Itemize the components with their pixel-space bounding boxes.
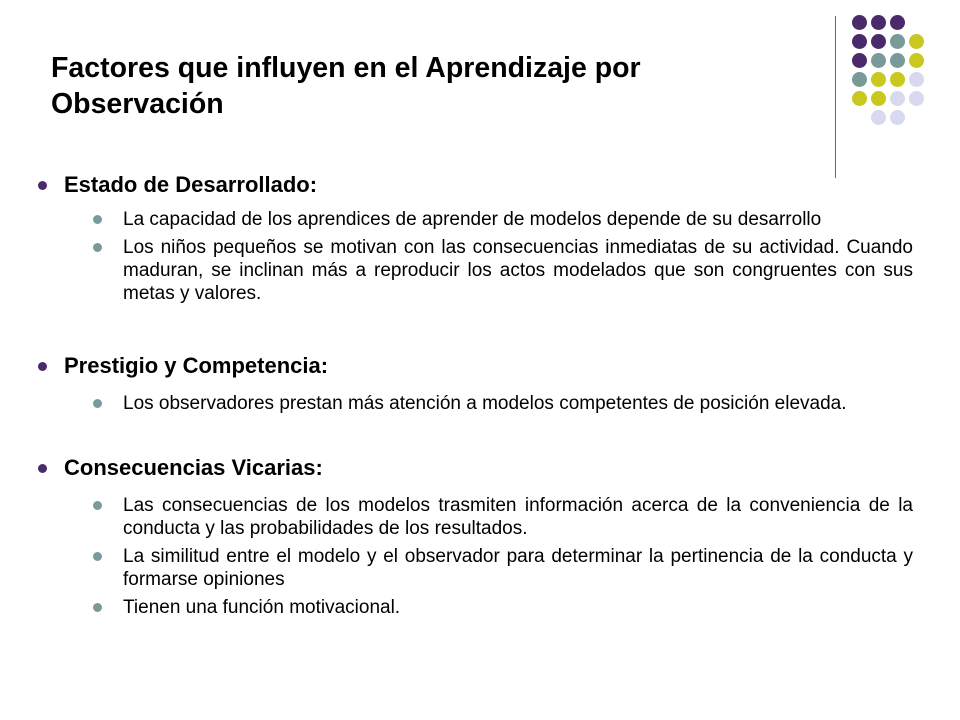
- list-item-text: Los observadores prestan más atención a modelos competentes de posición elevada.: [123, 393, 847, 414]
- decorative-dot-icon: [890, 15, 905, 30]
- section-heading: [38, 454, 918, 482]
- decorative-vertical-line: [835, 16, 836, 178]
- list-item: [38, 208, 913, 231]
- decorative-dot-icon: [890, 34, 905, 49]
- decorative-dot-icon: [852, 72, 867, 87]
- slide-title: Factores que influyen en el Aprendizaje por Observación: [51, 52, 641, 120]
- bullet-icon: [93, 215, 102, 224]
- list-item: [38, 596, 913, 619]
- decorative-dot-icon: [890, 72, 905, 87]
- decorative-dot-icon: [890, 110, 905, 125]
- bullet-icon: [38, 362, 47, 371]
- list-item-text: La capacidad de los aprendices de aprender de modelos depende de su desarrollo: [123, 209, 822, 230]
- section-heading: [38, 171, 918, 199]
- list-item-text: Tienen una función motivacional.: [123, 597, 401, 618]
- section-estado-desarrollo: [38, 171, 918, 310]
- decorative-dot-icon: [871, 53, 886, 68]
- bullet-icon: [38, 464, 47, 473]
- decorative-dot-icon: [871, 15, 886, 30]
- decorative-dot-icon: [890, 53, 905, 68]
- bullet-icon: [38, 181, 47, 190]
- bullet-icon: [93, 552, 102, 561]
- decorative-dot-icon: [852, 34, 867, 49]
- list-item-text: Los niños pequeños se motivan con las consecuencias inmediatas de su actividad. Cuando maduran, se inclinan más a reproducir los actos modelados que son congruentes con sus metas y valores.: [123, 237, 913, 304]
- list-item: [38, 545, 913, 591]
- decorative-dot-icon: [871, 91, 886, 106]
- sub-bullet-list: [38, 208, 918, 305]
- section-heading-text: Prestigio y Competencia:: [64, 353, 329, 378]
- bullet-icon: [93, 243, 102, 252]
- list-item: [38, 494, 913, 540]
- list-item-text: La similitud entre el modelo y el observador para determinar la pertinencia de la conducta y formarse opiniones: [123, 546, 913, 590]
- decorative-dot-icon: [890, 91, 905, 106]
- decorative-dot-icon: [909, 34, 924, 49]
- section-heading-text: Estado de Desarrollado:: [64, 172, 318, 197]
- bullet-icon: [93, 603, 102, 612]
- bullet-icon: [93, 399, 102, 408]
- decorative-dot-icon: [852, 15, 867, 30]
- section-heading: [38, 352, 918, 380]
- sub-bullet-list: [38, 392, 918, 415]
- section-prestigio-competencia: [38, 352, 918, 420]
- section-heading-text: Consecuencias Vicarias:: [64, 455, 323, 480]
- list-item: [38, 392, 913, 415]
- decorative-dot-icon: [909, 91, 924, 106]
- sub-bullet-list: [38, 494, 918, 619]
- section-consecuencias-vicarias: [38, 454, 918, 624]
- decorative-dot-icon: [909, 72, 924, 87]
- list-item: [38, 236, 913, 305]
- decorative-dot-icon: [871, 34, 886, 49]
- decorative-dot-icon: [852, 53, 867, 68]
- list-item-text: Las consecuencias de los modelos trasmiten información acerca de la conveniencia de la conducta y las probabilidades de los resultados.: [123, 495, 913, 539]
- decorative-dot-icon: [871, 110, 886, 125]
- decorative-dot-icon: [909, 53, 924, 68]
- decorative-dot-icon: [852, 91, 867, 106]
- bullet-icon: [93, 501, 102, 510]
- decorative-dot-icon: [871, 72, 886, 87]
